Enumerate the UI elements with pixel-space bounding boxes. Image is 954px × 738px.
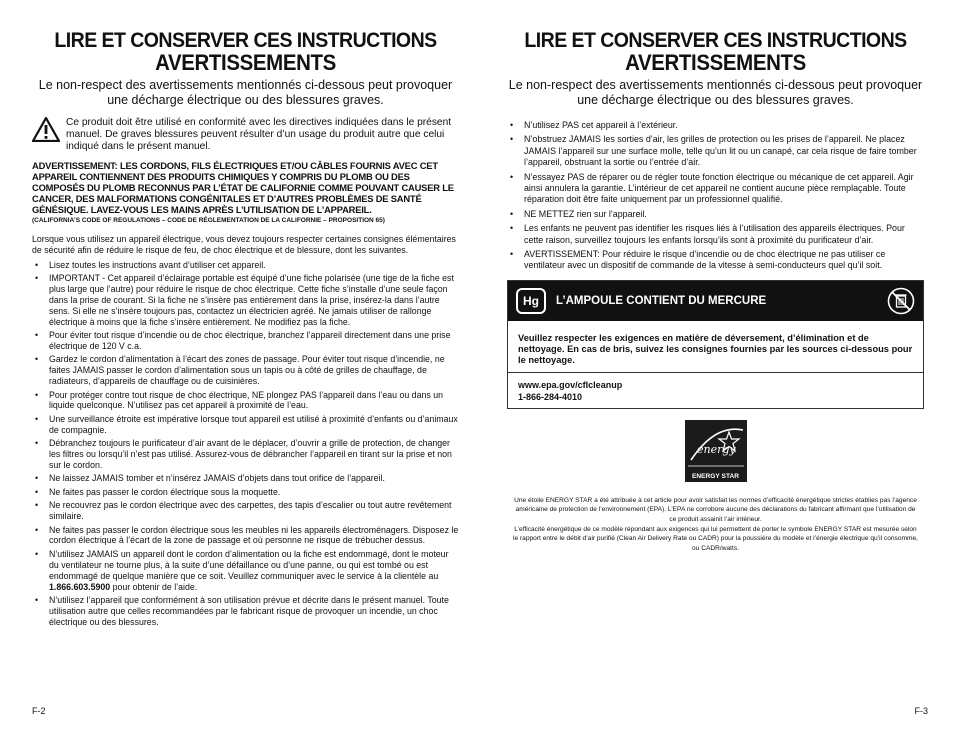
mercury-instructions: Veuillez respecter les exigences en matière de déversement, d’élimination et de nettoyage. En cas de bris, suivez les consignes fournies par les sources ci-dessous pour le nettoyage. xyxy=(508,321,923,373)
list-item: • Gardez le cordon d’alimentation à l’écart des zones de passage. Pour éviter tout risque d’incendie, ne faites JAMAIS passer le cordon d’alimentation sous un tapis ou à côté de grilles de chauffage, de radiateurs, d’appareils de chauffage ou de cuisinières. xyxy=(32,354,459,387)
mercury-notice xyxy=(507,280,924,409)
warning-text: Ce produit doit être utilisé en conformité avec les directives indiquées dans le présent manuel. De graves blessures peuvent résulter d’un usage du produit autre que celui indiqué dans le présent manuel. xyxy=(66,117,452,152)
list-item: • Pour éviter tout risque d’incendie ou de choc électrique, branchez l’appareil directement dans une prise électrique de 120 V c.a. xyxy=(32,330,459,352)
crossed-bin-icon xyxy=(887,287,915,315)
list-item: • N’essayez PAS de réparer ou de régler toute fonction électrique ou mécanique de cet appareil. Agir ainsi annulera la garantie. L’intérieur de cet appareil ne contient aucune pièce remplaçable. Toute réparation doit être faite uniquement par un professionnel qualifié. xyxy=(507,172,924,206)
warnings-heading: AVERTISSEMENTS xyxy=(625,50,806,75)
list-item xyxy=(32,549,459,593)
regulation-note: (CALIFORNIA’S CODE OF REGULATIONS – CODE DE RÉGLEMENTATION DE LA CALIFORNIE – PROPOSITION 65) xyxy=(32,217,385,224)
page-title: LIRE ET CONSERVER CES INSTRUCTIONS xyxy=(54,29,437,52)
list-item: • N’utilisez PAS cet appareil à l’extérieur. xyxy=(507,120,924,131)
prop65-warning: ADVERTISSEMENT: LES CORDONS, FILS ÉLECTRIQUES ET/OU CÂBLES FOURNIS AVEC CET APPAREIL CONTIENNENT DES PRODUITS CHIMIQUES Y COMPRIS DU PLOMB OU DES COMPOSÉS DU PLOMB RECONNUS PAR L’ÉTAT DE CALIFORNIE COMME POUVANT CAUSER LE CANCER, DES MALFORMATIONS CONGÉNITALES ET D’AUTRES PROBLÈMES DE SANTÉ GÉNÉSIQUE. LAVEZ-VOUS LES MAINS APRÈS L’UTILISATION DE L’APPAREIL. xyxy=(32,160,454,215)
list-item: • Ne recouvrez pas le cordon électrique avec des carpettes, des tapis d’escalier ou tout autre revêtement similaire. xyxy=(32,500,459,522)
list-item: • NE METTEZ rien sur l’appareil. xyxy=(507,209,924,220)
energy-star-paragraph: L’efficacité énergétique de ce modèle répondant aux exigences qui lui permettent de porter le symbole ENERGY STAR est mesurée selon le rapport entre le débit d’air purifié (Clean Air Delivery Rate ou CADR) pour la poussière du modèle et l’énergie électrique qu’il consomme, ou CADR/watts. xyxy=(513,525,918,552)
list-item: • N’utilisez l’appareil que conformément à son utilisation prévue et décrite dans le présent manuel. Toute utilisation autre que celles recommandées par le fabricant risque de provoquer un incendie, un choc électrique ou des blessures. xyxy=(32,595,459,628)
list-item: • Débranchez toujours le purificateur d’air avant de le déplacer, d’ouvrir a grille de protection, de changer les filtres ou lorsqu’il n’est pas utilisé. Assurez-vous de débrancher l’appareil en tirant sur la prise et non sur le cordon. xyxy=(32,438,459,471)
page-title: LIRE ET CONSERVER CES INSTRUCTIONS xyxy=(524,29,907,52)
list-item: • Les enfants ne peuvent pas identifier les risques liés à l’utilisation des appareils électriques. Pour cette raison, surveillez toujours les enfants lorsqu’ils sont à proximité du purificateur d’air. xyxy=(507,223,924,246)
energy-script: energy xyxy=(696,442,736,456)
energy-star-paragraph: Une étoile ENERGY STAR a été attribuée à cet article pour avoir satisfait les normes d’efficacité énergétique strictes établies pas l’agence américaine de protection de l’environnement (EPA). L’EPA ne corrobore aucune des déclarations du fabricant affirmant que l’utilisation de ce produit assainit l’air intérieur. xyxy=(514,496,917,524)
list-item: • Pour protéger contre tout risque de choc électrique, NE plongez PAS l’appareil dans l’eau ou dans un liquide quelconque. N’utilisez pas cet appareil à proximité de l’eau. xyxy=(32,390,459,412)
mercury-phone: 1-866-284-4010 xyxy=(518,391,583,402)
intro-text: Le non-respect des avertissements mentionnés ci-dessous peut provoquer une décharge électrique ou des blessures graves. xyxy=(38,78,453,107)
hg-badge: Hg xyxy=(516,288,546,314)
service-text: N’utilisez JAMAIS un appareil dont le cordon d’alimentation ou la fiche est endommagé, dont le moteur du ventilateur ne tourne plus, à la suite d’une défaillance ou d’une panne, ou qui est tombé ou est endommagé de quelque manière que ce soit. Veuillez communiquer avec le service à la clientèle au xyxy=(49,548,449,581)
mercury-header xyxy=(508,281,923,321)
page-number: F-3 xyxy=(914,706,928,716)
page-number: F-2 xyxy=(32,706,46,716)
safety-list xyxy=(32,260,459,628)
energy-star-label: ENERGY STAR xyxy=(691,472,740,480)
list-item: • IMPORTANT - Cet appareil d’éclairage portable est équipé d’une fiche polarisée (une tige de la fiche est plus large que l’autre) pour réduire le risque de choc électrique. Cette fiche s’installe d’une seule façon dans la prise de courant. Si la fiche ne s’insère pas entièrement dans la prise, insérez-la dans l’autre sens. Si elle ne s’insère toujours pas, contactez un électricien agréé. Ne jamais utiliser de rallonge électrique à moins que la fiche s’insère entièrement. Ne modifiez pas la fiche. xyxy=(32,273,459,328)
mercury-contact xyxy=(508,373,923,408)
page-f3 xyxy=(477,0,954,738)
list-item: • Ne laissez JAMAIS tomber et n’insérez JAMAIS d’objets dans tout orifice de l’appareil. xyxy=(32,473,459,484)
warnings-list xyxy=(507,120,924,272)
list-item: • Lisez toutes les instructions avant d’utiliser cet appareil. xyxy=(32,260,459,271)
mercury-title: L’AMPOULE CONTIENT DU MERCURE xyxy=(556,294,767,307)
list-item: • Ne faites pas passer le cordon électrique sous la moquette. xyxy=(32,487,459,498)
list-item: • Une surveillance étroite est impérative lorsque tout appareil est utilisé à proximité d’enfants ou d’animaux de compagnie. xyxy=(32,414,459,436)
energy-star-text xyxy=(507,496,924,554)
service-phone: 1.866.603.5900 xyxy=(49,581,111,592)
safety-precautions: Lorsque vous utilisez un appareil électrique, vous devez toujours respecter certaines consignes élémentaires de sécurité afin de réduire le risque de feu, de choc électrique et de blessure, dont les suivantes. xyxy=(32,234,456,255)
energy-star-logo xyxy=(685,420,747,482)
warning-triangle-icon xyxy=(32,117,66,153)
service-text-end: pour obtenir de l’aide. xyxy=(110,581,198,592)
list-item: • Ne faites pas passer le cordon électrique sous les meubles ni les appareils électroménagers. Disposez le cordon électrique à l’écart de la zone de passage et où personne ne risque de trébucher dessus. xyxy=(32,525,459,547)
intro-text: Le non-respect des avertissements mentionnés ci-dessous peut provoquer une décharge électrique ou des blessures graves. xyxy=(508,78,923,107)
list-item: • AVERTISSEMENT: Pour réduire le risque d’incendie ou de choc électrique ne pas utiliser ce ventilateur avec un dispositif de commande de la vitesse à semi-conducteurs quel qu’il soit. xyxy=(507,249,924,272)
warning-block xyxy=(32,117,459,153)
warnings-heading: AVERTISSEMENTS xyxy=(155,50,336,75)
list-item: • N’obstruez JAMAIS les sorties d’air, les grilles de protection ou les prises de l’appareil. Ne placez JAMAIS l’appareil sur une surface molle, telle qu’un lit ou un canapé, car cela risque de faire tomber l’appareil, obstruant la sortie ou l’entrée d’air. xyxy=(507,134,924,168)
epa-link[interactable]: www.epa.gov/cflcleanup xyxy=(518,379,623,390)
